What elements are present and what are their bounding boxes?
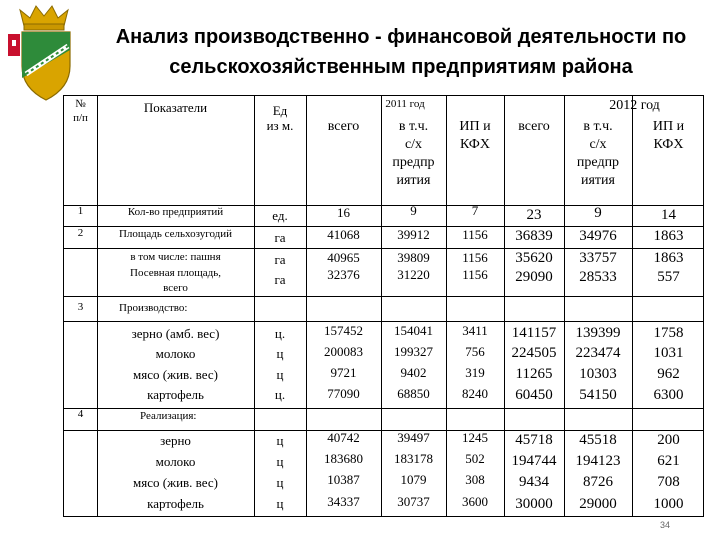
col-divider <box>254 96 255 516</box>
sale-3-v4: 9434 <box>519 474 549 490</box>
header-incl-2012-2: с/х <box>589 137 607 152</box>
sale-2-v5: 194123 <box>575 453 621 469</box>
prod-2-v1: 200083 <box>324 344 363 359</box>
prod-4-v3: 8240 <box>462 386 488 401</box>
sale-2-name: молоко <box>155 454 196 469</box>
sale-1-v2: 39497 <box>397 430 430 445</box>
header-incl-2011-4: иятия <box>396 173 431 188</box>
row-2-unit: га <box>274 230 286 245</box>
row-2-v3: 1156 <box>462 227 488 242</box>
sale-2-v2: 183178 <box>394 451 433 466</box>
sale-1-unit: ц <box>276 433 284 448</box>
sale-3-v5: 8726 <box>583 474 613 490</box>
section-4-name: Реализация: <box>140 410 197 422</box>
row-3-v1: 40965 <box>327 250 360 265</box>
prod-2-v3: 756 <box>465 344 485 359</box>
section-4-num: 4 <box>77 408 84 420</box>
header-incl-2012-3: предпр <box>576 155 620 170</box>
page-number: 34 <box>660 520 671 530</box>
header-year-2012: 2012 год <box>609 98 660 113</box>
prod-1-v2: 154041 <box>394 323 433 338</box>
row-2-v6: 1863 <box>653 228 684 244</box>
header-total-2012: всего <box>518 119 550 134</box>
title-line-1: Анализ производственно - финансовой деятельности по <box>115 26 687 48</box>
page-title <box>86 22 716 82</box>
row-4-name-1: Посевная площадь, <box>130 267 221 279</box>
prod-1-v1: 157452 <box>324 323 363 338</box>
sale-4-name: картофель <box>147 496 204 511</box>
sale-4-v5: 29000 <box>579 496 617 512</box>
sale-2-v1: 183680 <box>324 451 363 466</box>
sale-1-v1: 40742 <box>327 430 360 445</box>
row-1-v2: 9 <box>410 203 417 218</box>
prod-3-v2: 9402 <box>400 365 427 380</box>
row-4-v6: 557 <box>657 269 680 285</box>
title-line-2: сельскохозяйственным предприятиям района <box>169 56 633 78</box>
prod-1-unit: ц. <box>274 326 286 341</box>
row-4-v2: 31220 <box>397 267 430 282</box>
row-1-v3: 7 <box>471 203 479 218</box>
row-1-unit: ед. <box>272 208 288 223</box>
prod-2-v6: 1031 <box>653 345 684 361</box>
sale-4-v2: 30737 <box>397 494 430 509</box>
header-ip-2011-2: КФХ <box>460 137 490 152</box>
prod-4-v2: 68850 <box>397 386 430 401</box>
prod-3-v3: 319 <box>465 365 485 380</box>
header-unit-1: Ед <box>272 103 288 118</box>
row-2-v5: 34976 <box>579 228 617 244</box>
row-3-unit: га <box>274 252 286 267</box>
header-incl-2011-1: в т.ч. <box>398 119 429 134</box>
prod-4-v6: 6300 <box>653 387 684 403</box>
row-2-num: 2 <box>77 227 84 239</box>
sale-1-v5: 45518 <box>579 432 617 448</box>
prod-4-name: картофель <box>147 387 204 402</box>
sale-3-v6: 708 <box>657 474 680 490</box>
sale-3-v1: 10387 <box>327 472 360 487</box>
header-pp: п/п <box>73 112 88 124</box>
header-incl-2012-4: иятия <box>581 173 615 188</box>
sale-1-name: зерно <box>160 433 191 448</box>
header-year-2011: 2011 год <box>385 98 425 110</box>
row-1-v6: 14 <box>661 207 676 223</box>
sale-2-v6: 621 <box>657 453 680 469</box>
prod-1-v4: 141157 <box>511 325 557 341</box>
row-4-unit: га <box>274 272 286 287</box>
row-4-v1: 32376 <box>327 267 360 282</box>
crown-icon <box>20 6 68 30</box>
prod-3-v4: 11265 <box>515 366 553 382</box>
prod-2-unit: ц <box>276 346 284 361</box>
row-3-name: в том числе: пашня <box>130 251 221 263</box>
row-2-v1: 41068 <box>327 227 360 242</box>
prod-1-v3: 3411 <box>462 323 488 338</box>
sale-3-v2: 1079 <box>400 472 427 487</box>
sale-1-v6: 200 <box>657 432 680 448</box>
sale-1-v3: 1245 <box>462 430 488 445</box>
header-ip-2012-2: КФХ <box>653 137 684 152</box>
row-1-v5: 9 <box>594 205 602 221</box>
sale-3-unit: ц <box>276 475 284 490</box>
header-num: № <box>75 98 86 110</box>
row-4-v4: 29090 <box>515 269 553 285</box>
row-3-v5: 33757 <box>579 250 617 266</box>
header-ip-2011-1: ИП и <box>459 119 491 134</box>
row-1-v1: 16 <box>337 205 350 220</box>
sale-1-v4: 45718 <box>515 432 553 448</box>
prod-3-v1: 9721 <box>330 365 357 380</box>
prod-1-v6: 1758 <box>653 325 684 341</box>
row-3-v4: 35620 <box>515 250 553 266</box>
section-3-num: 3 <box>77 301 84 313</box>
row-divider <box>64 321 703 322</box>
header-unit-2: из м. <box>266 118 294 133</box>
col-divider <box>632 96 633 516</box>
prod-2-v5: 223474 <box>575 345 621 361</box>
prod-3-v5: 10303 <box>579 366 617 382</box>
row-divider <box>64 408 703 409</box>
row-2-name: Площадь сельхозугодий <box>118 228 233 240</box>
row-divider <box>64 226 703 227</box>
header-indicators: Показатели <box>143 100 208 115</box>
sale-2-v3: 502 <box>465 451 485 466</box>
sale-4-v4: 30000 <box>515 496 553 512</box>
row-1-name: Кол-во предприятий <box>127 206 224 218</box>
sale-3-name: мясо (жив. вес) <box>133 475 218 490</box>
sale-3-v3: 308 <box>465 472 485 487</box>
row-4-v3: 1156 <box>462 267 488 282</box>
section-3-name: Производство: <box>119 302 188 314</box>
coat-of-arms-icon <box>6 4 82 102</box>
header-incl-2011-3: предпр <box>392 155 435 170</box>
row-divider <box>64 248 703 249</box>
prod-4-v4: 60450 <box>515 387 553 403</box>
analysis-table <box>63 95 704 517</box>
prod-4-v1: 77090 <box>327 386 360 401</box>
row-3-v2: 39809 <box>397 250 430 265</box>
prod-4-unit: ц. <box>274 387 286 402</box>
header-ip-2012-1: ИП и <box>652 119 685 134</box>
col-divider <box>504 96 505 516</box>
sale-4-v3: 3600 <box>462 494 488 509</box>
sale-4-unit: ц <box>276 496 284 511</box>
prod-2-name: молоко <box>155 346 196 361</box>
row-2-v2: 39912 <box>397 227 430 242</box>
sale-4-v1: 34337 <box>327 494 360 509</box>
sale-2-unit: ц <box>276 454 284 469</box>
prod-1-v5: 139399 <box>575 325 621 341</box>
sale-4-v6: 1000 <box>653 496 684 512</box>
row-4-name-2: всего <box>163 282 188 294</box>
prod-4-v5: 54150 <box>579 387 617 403</box>
prod-2-v4: 224505 <box>511 345 557 361</box>
header-incl-2011-2: с/х <box>404 137 423 152</box>
row-4-v5: 28533 <box>579 269 617 285</box>
prod-2-v2: 199327 <box>394 344 433 359</box>
row-3-v3: 1156 <box>462 250 488 265</box>
header-total-2011: всего <box>327 119 360 134</box>
sale-2-v4: 194744 <box>511 453 557 469</box>
row-1-v4: 23 <box>526 207 542 223</box>
header-incl-2012-1: в т.ч. <box>583 119 613 134</box>
row-divider <box>64 296 703 297</box>
prod-1-name: зерно (амб. вес) <box>131 326 220 341</box>
row-3-v6: 1863 <box>653 250 684 266</box>
col-divider <box>97 96 98 516</box>
prod-3-unit: ц <box>276 367 284 382</box>
row-1-num: 1 <box>77 205 84 217</box>
prod-3-v6: 962 <box>657 366 680 382</box>
row-2-v4: 36839 <box>515 228 553 244</box>
prod-3-name: мясо (жив. вес) <box>133 367 218 382</box>
